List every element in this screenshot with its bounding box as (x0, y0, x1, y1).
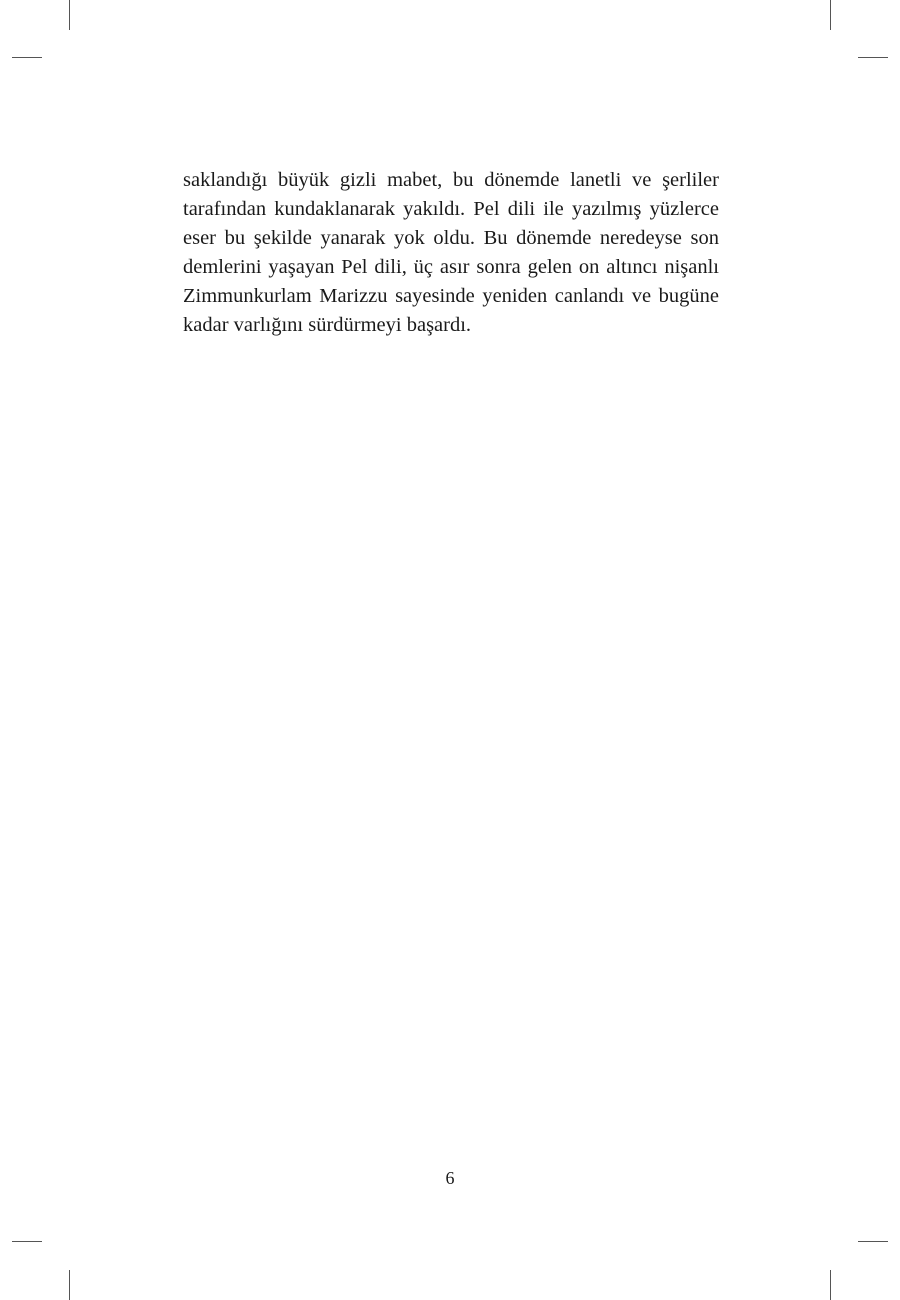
crop-mark-top-right-vertical (830, 0, 831, 30)
crop-mark-bottom-left-horizontal (12, 1241, 42, 1242)
page-number: 6 (445, 1168, 455, 1188)
paragraph-line: Zimmunkurlam Marizzu sayesinde yeniden canlandı ve bugüne (183, 285, 719, 307)
crop-mark-top-left-vertical (69, 0, 70, 30)
crop-mark-bottom-right-vertical (830, 1270, 831, 1300)
body-paragraph (183, 166, 719, 340)
paragraph-line: tarafından kundaklanarak yakıldı. Pel dili ile yazılmış yüzlerce (183, 198, 719, 220)
paragraph-line: saklandığı büyük gizli mabet, bu dönemde lanetli ve şerliler (183, 169, 719, 191)
paragraph-line: kadar varlığını sürdürmeyi başardı. (183, 314, 472, 336)
crop-mark-bottom-left-vertical (69, 1270, 70, 1300)
paragraph-line: eser bu şekilde yanarak yok oldu. Bu dönemde neredeyse son (183, 227, 719, 249)
paragraph-line: demlerini yaşayan Pel dili, üç asır sonra gelen on altıncı nişanlı (183, 256, 719, 278)
crop-mark-top-right-horizontal (858, 57, 888, 58)
crop-mark-top-left-horizontal (12, 57, 42, 58)
crop-mark-bottom-right-horizontal (858, 1241, 888, 1242)
